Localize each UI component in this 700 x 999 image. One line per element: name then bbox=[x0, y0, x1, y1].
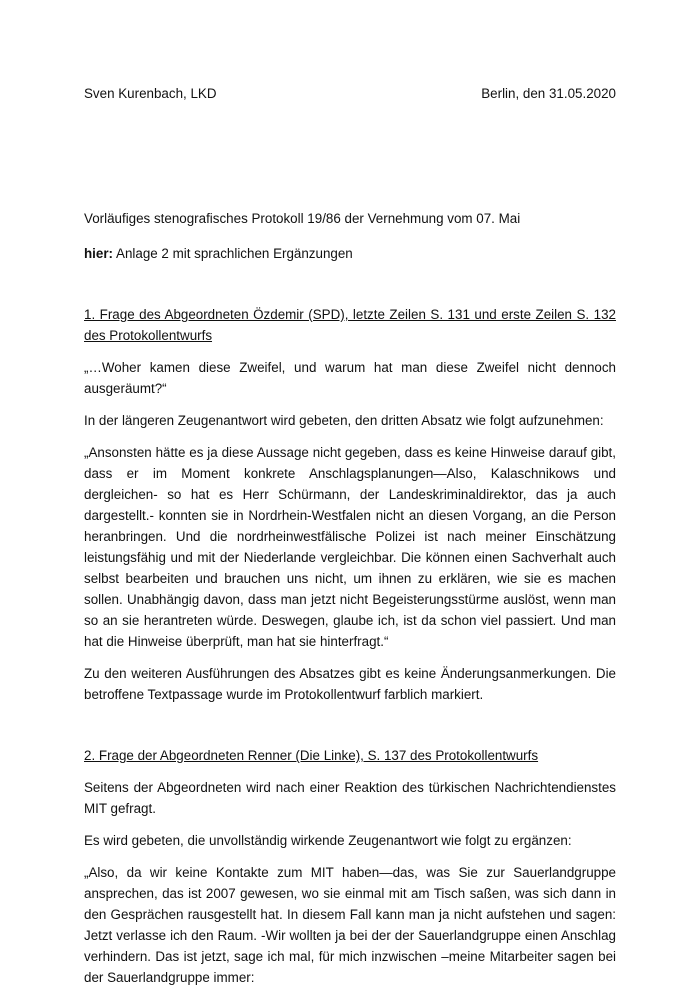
section-2 bbox=[84, 745, 616, 988]
request-text: Es wird gebeten, die unvollständig wirkende Zeugenantwort wie folgt zu ergänzen: bbox=[84, 833, 572, 848]
note-text: Zu den weiteren Ausführungen des Absatzes gibt es keine Änderungsanmerkungen. Die betroffene Textpassage wurde im Protokollentwurf farblich markiert. bbox=[84, 666, 616, 702]
reference-title: Vorläufiges stenografisches Protokoll 19/86 der Vernehmung vom 07. Mai bbox=[84, 211, 521, 226]
reference-subject bbox=[84, 243, 616, 264]
sender-line: Sven Kurenbach, LKD bbox=[84, 86, 217, 101]
testimony-quote: „Ansonsten hätte es ja diese Aussage nicht gegeben, dass es keine Hinweise darauf gibt, dass er im Moment konkrete Anschlagsplanungen—Also, Kalaschnikows und dergleichen- so hat es Herr Schürmann, der Landeskriminaldirektor, das ja auch dargestellt.- konnten sie in Nordrhein-Westfalen nicht an diesen Vorgang, an die Person heranbringen. Und die nordrheinwestfälische Polizei ist nach meiner Einschätzung leistungsfähig und mit der Niederlande vergleichbar. Die können einen Sachverhalt auch selbst bearbeiten und brauchen uns nicht, um ihnen zu erklären, wie sie es machen sollen. Unabhängig davon, dass man jetzt nicht Begeisterungsstürme auslöst, wenn man so an sie herantreten würde. Deswegen, glaube ich, ist da schon viel passiert. Und man hat die Hinweise überprüft, man hat sie hinterfragt.“ bbox=[84, 445, 616, 649]
testimony-quote: „Also, da wir keine Kontakte zum MIT haben—das, was Sie zur Sauerlandgruppe ansprechen, das ist 2007 gewesen, wo sie einmal mit am Tisch saßen, was sich dann in den Gesprächen rausgestellt hat. In diesem Fall kann man ja nicht aufstehen und sagen: Jetzt verlasse ich den Raum. -Wir wollten ja bei der der Sauerlandgruppe einen Anschlag verhindern. Das ist jetzt, sage ich mal, für mich inzwischen –meine Mitarbeiter sagen bei der Sauerlandgruppe immer: bbox=[84, 865, 616, 985]
hier-label: hier: bbox=[84, 246, 114, 261]
section-1 bbox=[84, 304, 616, 705]
section-heading: 1. Frage des Abgeordneten Özdemir (SPD), letzte Zeilen S. 131 und erste Zeilen S. 132 des Protokollentwurfs bbox=[84, 307, 616, 343]
question-quote: „…Woher kamen diese Zweifel, und warum hat man diese Zweifel nicht dennoch ausgeräumt?“ bbox=[84, 360, 616, 396]
letter-header bbox=[84, 86, 616, 106]
place-date-line: Berlin, den 31.05.2020 bbox=[481, 86, 616, 101]
section-heading: 2. Frage der Abgeordneten Renner (Die Linke), S. 137 des Protokollentwurfs bbox=[84, 748, 539, 763]
section-spacer bbox=[84, 716, 616, 745]
request-text: In der längeren Zeugenantwort wird gebeten, den dritten Absatz wie folgt aufzunehmen: bbox=[84, 413, 604, 428]
question-summary: Seitens der Abgeordneten wird nach einer Reaktion des türkischen Nachrichtendienstes MIT gefragt. bbox=[84, 780, 616, 816]
hier-text: Anlage 2 mit sprachlichen Ergänzungen bbox=[113, 246, 353, 261]
document-body bbox=[84, 208, 616, 999]
